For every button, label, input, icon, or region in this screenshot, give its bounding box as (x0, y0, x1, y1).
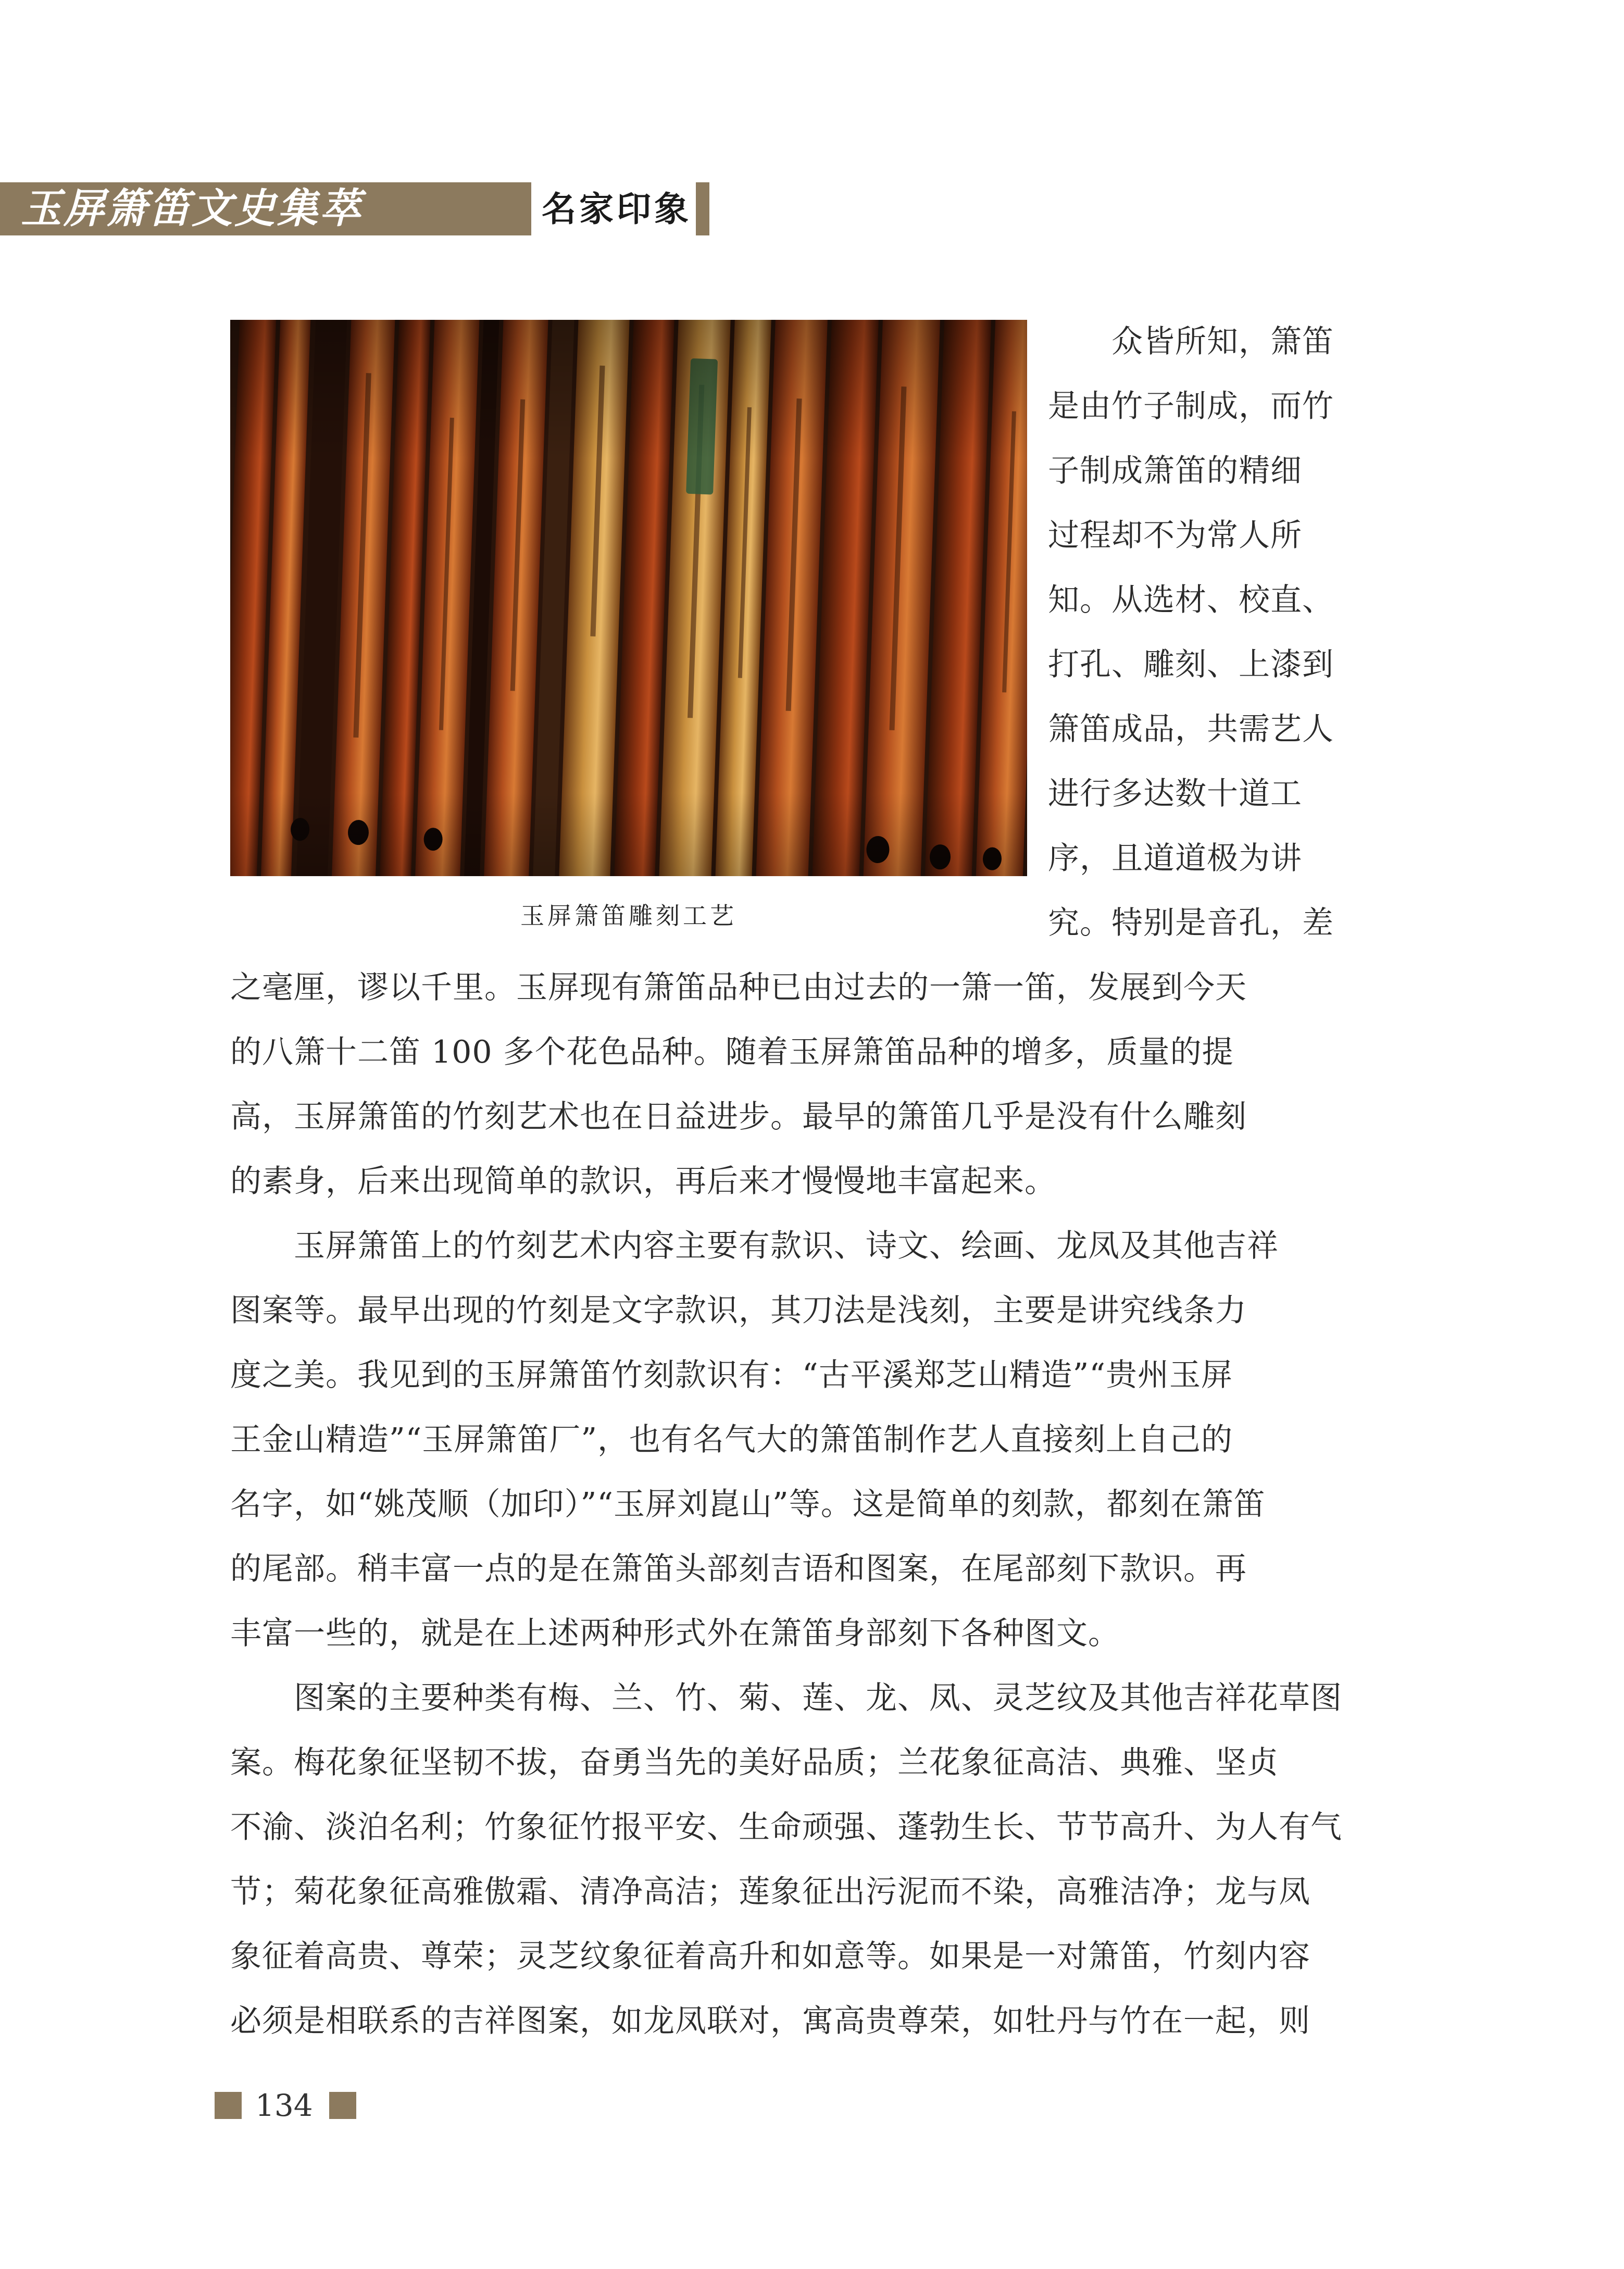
side-text-column (1048, 309, 1355, 955)
text-line: 的素身，后来出现简单的款识，再后来才慢慢地丰富起来。 (230, 1163, 1056, 1200)
text-line: 进行多达数十道工 (1048, 776, 1302, 812)
text-line: 知。从选材、校直、 (1048, 582, 1334, 618)
text-line: 打孔、雕刻、上漆到 (1048, 646, 1334, 683)
text-line: 过程却不为常人所 (1048, 517, 1302, 554)
text-line: 必须是相联系的吉祥图案，如龙凤联对，寓高贵尊荣，如牡丹与竹在一起，则 (230, 2003, 1310, 2039)
text-line: 序，且道道极为讲 (1048, 840, 1302, 877)
header-divider (532, 182, 536, 235)
text-line: 究。特别是音孔，差 (1048, 905, 1334, 941)
text-line: 高，玉屏箫笛的竹刻艺术也在日益进步。最早的箫笛几乎是没有什么雕刻 (230, 1099, 1247, 1135)
text-line: 是由竹子制成，而竹 (1048, 388, 1334, 425)
paragraph-3 (230, 1666, 1355, 2053)
text-line: 度之美。我见到的玉屏箫笛竹刻款识有：“古平溪郑芝山精造”“贵州玉屏 (230, 1357, 1233, 1393)
section-title: 名家印象 (542, 189, 692, 229)
text-line: 王金山精造”“玉屏箫笛厂”，也有名气大的箫笛制作艺人直接刻上自己的 (230, 1422, 1233, 1458)
bamboo-flutes-photo (230, 320, 1027, 876)
text-line: 节；菊花象征高雅傲霜、清净高洁；莲象征出污泥而不染，高雅洁净；龙与凤 (230, 1874, 1310, 1910)
text-line: 玉屏箫笛上的竹刻艺术内容主要有款识、诗文、绘画、龙凤及其他吉祥 (230, 1228, 1279, 1264)
header-end-block (696, 182, 709, 235)
paragraph-1 (230, 955, 1355, 1214)
text-line: 名字，如“姚茂顺（加印）”“玉屏刘崑山”等。这是简单的刻款，都刻在箫笛 (230, 1486, 1266, 1523)
footer-square-right (329, 2092, 356, 2119)
text-line: 不渝、淡泊名利；竹象征竹报平安、生命顽强、蓬勃生长、节节高升、为人有气 (230, 1809, 1342, 1846)
page-number: 134 (255, 2088, 313, 2123)
figure-caption: 玉屏箫笛雕刻工艺 (520, 902, 737, 930)
text-line: 子制成箫笛的精细 (1048, 453, 1302, 489)
paragraph-2 (230, 1214, 1355, 1666)
text-line: 图案等。最早出现的竹刻是文字款识，其刀法是浅刻，主要是讲究线条力 (230, 1292, 1247, 1329)
text-line: 图案的主要种类有梅、兰、竹、菊、莲、龙、凤、灵芝纹及其他吉祥花草图 (230, 1680, 1342, 1716)
text-line: 之毫厘，谬以千里。玉屏现有箫笛品种已由过去的一箫一笛，发展到今天 (230, 969, 1247, 1006)
footer-square-left (215, 2092, 242, 2119)
text-line: 的八箫十二笛 100 多个花色品种。随着玉屏箫笛品种的增多，质量的提 (230, 1034, 1234, 1070)
text-line: 象征着高贵、尊荣；灵芝纹象征着高升和如意等。如果是一对箫笛，竹刻内容 (230, 1938, 1310, 1975)
text-line: 案。梅花象征坚韧不拔，奋勇当先的美好品质；兰花象征高洁、典雅、坚贞 (230, 1744, 1279, 1781)
text-line: 的尾部。稍丰富一点的是在箫笛头部刻吉语和图案，在尾部刻下款识。再 (230, 1551, 1247, 1587)
text-line: 丰富一些的，就是在上述两种形式外在箫笛身部刻下各种图文。 (230, 1615, 1120, 1652)
series-title: 玉屏箫笛文史集萃 (21, 185, 363, 232)
text-line: 箫笛成品，共需艺人 (1048, 711, 1334, 747)
text-line: 众皆所知，箫笛 (1048, 323, 1334, 360)
